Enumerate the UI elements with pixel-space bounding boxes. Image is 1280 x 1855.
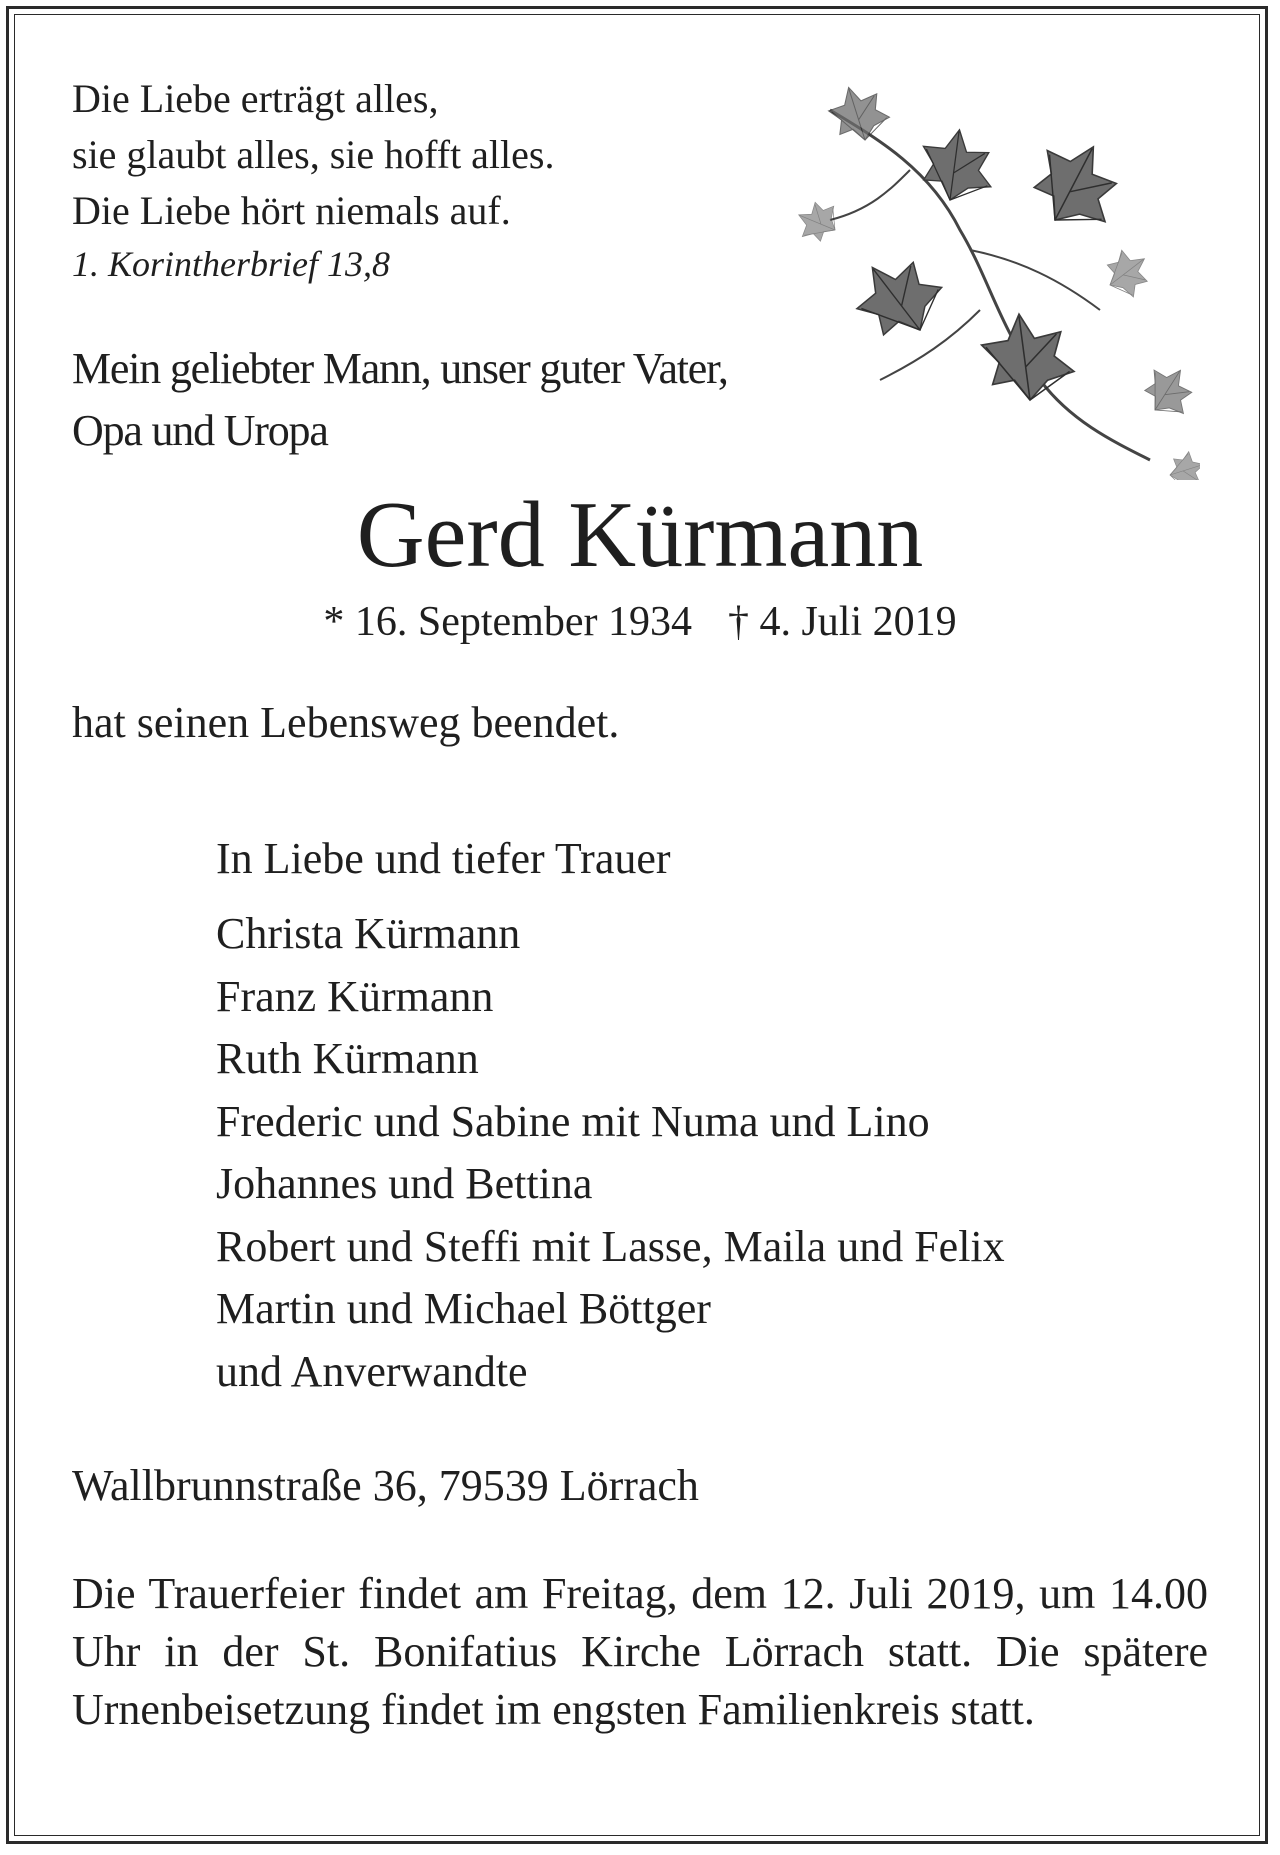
mourner-name: Robert und Steffi mit Lasse, Maila und Felix	[216, 1221, 1005, 1271]
verse-line: Die Liebe hört niemals auf.	[72, 188, 511, 233]
deceased-name: Gerd Kürmann	[356, 483, 924, 587]
family-address: Wallbrunnstraße 36, 79539 Lörrach	[72, 1461, 699, 1510]
mourner-name: und Anverwandte	[216, 1346, 528, 1396]
birth-date: * 16. September 1934	[323, 599, 692, 645]
mourner-list	[216, 903, 1005, 1403]
intro-line: Mein geliebter Mann, unser guter Vater,	[72, 344, 728, 393]
lebensweg-text: hat seinen Lebensweg beendet.	[72, 698, 620, 747]
mourner-name: Christa Kürmann	[216, 909, 521, 958]
verse-line: Die Liebe erträgt alles,	[72, 76, 439, 121]
mourner-name: Ruth Kürmann	[216, 1034, 479, 1083]
mourner-name: Martin und Michael Böttger	[216, 1284, 711, 1333]
life-dates	[0, 598, 1280, 646]
death-date: † 4. Juli 2019	[727, 599, 957, 645]
ivy-leaves-icon	[770, 80, 1200, 480]
intro-text	[72, 338, 728, 462]
mourner-name: Franz Kürmann	[216, 971, 494, 1021]
ceremony-notice: Die Trauerfeier findet am Freitag, dem 12. Juli 2019, um 14.00 Uhr in der St. Bonifatius Kirche Lörrach statt. Die spätere Urnenbeisetzung findet im engsten Familienkreis statt.	[72, 1569, 1208, 1734]
mourning-heading: In Liebe und tiefer Trauer	[216, 834, 671, 883]
bible-verse	[72, 71, 554, 239]
intro-line: Opa und Uropa	[72, 406, 328, 455]
mourner-name: Frederic und Sabine mit Numa und Lino	[216, 1096, 930, 1146]
verse-reference: 1. Korintherbrief 13,8	[72, 244, 391, 284]
mourner-name: Johannes und Bettina	[216, 1159, 593, 1208]
verse-line: sie glaubt alles, sie hofft alles.	[72, 132, 555, 177]
